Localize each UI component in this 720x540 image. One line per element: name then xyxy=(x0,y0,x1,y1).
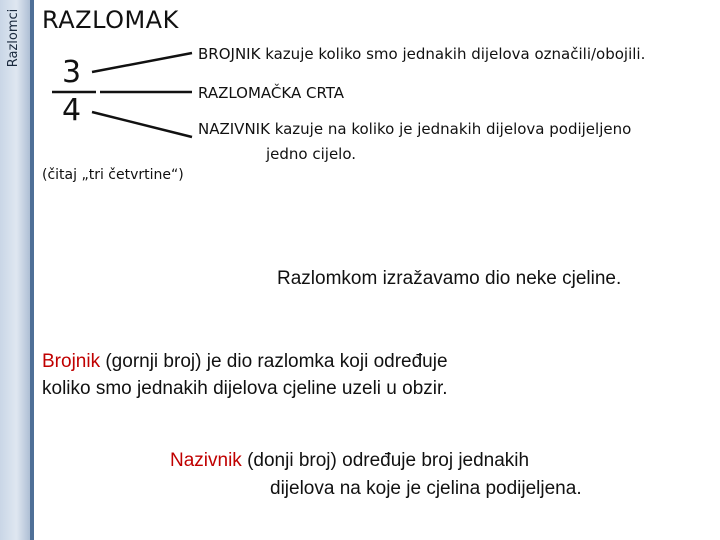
brojnik-term: Brojnik xyxy=(42,351,101,372)
nazivnik-label-line1: NAZIVNIK kazuje na koliko je jednakih dijelova podijeljeno xyxy=(198,120,632,138)
crta-label: RAZLOMAČKA CRTA xyxy=(198,84,345,102)
nazivnik-paragraph-line2: dijelova na koje je cjelina podijeljena. xyxy=(270,478,582,499)
arrow-to-nazivnik xyxy=(92,112,192,137)
nazivnik-paragraph-line1 xyxy=(170,448,529,474)
definition-text: Razlomkom izražavamo dio neke cjeline. xyxy=(277,268,622,289)
nazivnik-label-line2: jedno cijelo. xyxy=(266,145,357,163)
brojnik-paragraph-line2: koliko smo jednakih dijelova cjeline uzeli u obzir. xyxy=(42,378,448,399)
nazivnik-desc: (donji broj) određuje broj jednakih xyxy=(241,450,530,471)
page-title: RAZLOMAK xyxy=(42,6,179,34)
fraction-denominator: 4 xyxy=(62,93,82,128)
sidebar-label: Razlomci xyxy=(6,8,21,68)
nazivnik-term: Nazivnik xyxy=(170,450,242,471)
read-note: (čitaj „tri četvrtine“) xyxy=(42,167,184,183)
arrow-to-brojnik xyxy=(92,53,192,72)
fraction-numerator: 3 xyxy=(62,55,82,90)
brojnik-label: BROJNIK kazuje koliko smo jednakih dijelova označili/obojili. xyxy=(198,45,646,63)
brojnik-desc: (gornji broj) je dio razlomka koji određuje xyxy=(100,351,448,372)
brojnik-paragraph-line1 xyxy=(42,349,448,375)
